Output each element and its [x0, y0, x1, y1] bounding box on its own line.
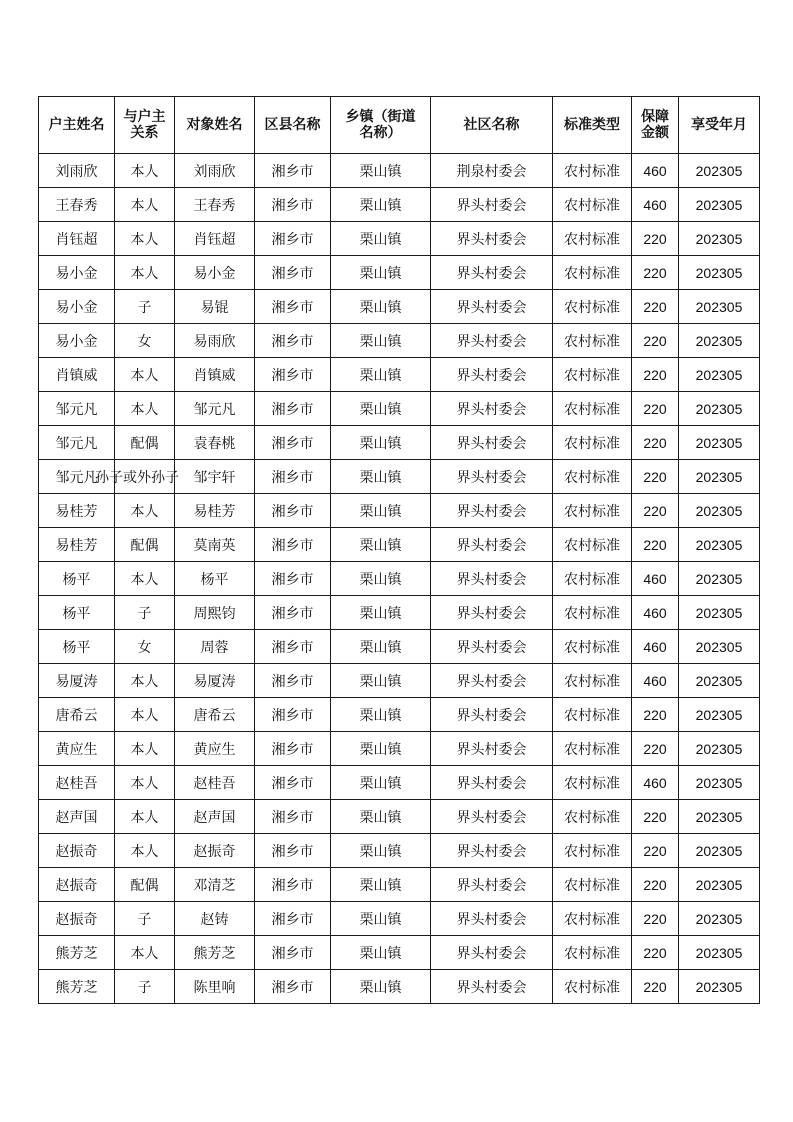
cell-amount: 460 — [632, 154, 679, 188]
cell-amount: 220 — [632, 494, 679, 528]
cell-township: 栗山镇 — [331, 664, 431, 698]
table-row — [39, 528, 760, 562]
cell-standard-type: 农村标准 — [553, 188, 632, 222]
cell-standard-type: 农村标准 — [553, 494, 632, 528]
cell-household-head: 赵振奇 — [39, 902, 115, 936]
cell-community: 界头村委会 — [431, 630, 553, 664]
cell-period: 202305 — [679, 902, 760, 936]
cell-period: 202305 — [679, 426, 760, 460]
cell-county: 湘乡市 — [255, 392, 331, 426]
cell-community: 界头村委会 — [431, 426, 553, 460]
cell-standard-type: 农村标准 — [553, 630, 632, 664]
table-row — [39, 392, 760, 426]
cell-standard-type: 农村标准 — [553, 392, 632, 426]
cell-township: 栗山镇 — [331, 392, 431, 426]
cell-recipient-name: 肖钰超 — [175, 222, 255, 256]
assistance-roster-table — [38, 96, 760, 1004]
cell-recipient-name: 王春秀 — [175, 188, 255, 222]
cell-township: 栗山镇 — [331, 222, 431, 256]
header-amount: 保障金额 — [632, 97, 679, 154]
cell-recipient-name: 唐希云 — [175, 698, 255, 732]
cell-relationship: 本人 — [115, 188, 175, 222]
cell-community: 界头村委会 — [431, 868, 553, 902]
cell-township: 栗山镇 — [331, 596, 431, 630]
cell-community: 界头村委会 — [431, 970, 553, 1004]
cell-amount: 460 — [632, 596, 679, 630]
cell-household-head: 熊芳芝 — [39, 936, 115, 970]
cell-recipient-name: 邓清芝 — [175, 868, 255, 902]
cell-township: 栗山镇 — [331, 426, 431, 460]
cell-amount: 220 — [632, 256, 679, 290]
cell-standard-type: 农村标准 — [553, 562, 632, 596]
cell-county: 湘乡市 — [255, 698, 331, 732]
cell-county: 湘乡市 — [255, 936, 331, 970]
cell-relationship: 子 — [115, 596, 175, 630]
cell-household-head: 易桂芳 — [39, 494, 115, 528]
cell-township: 栗山镇 — [331, 324, 431, 358]
cell-relationship: 本人 — [115, 256, 175, 290]
cell-amount: 220 — [632, 868, 679, 902]
cell-relationship: 本人 — [115, 154, 175, 188]
cell-standard-type: 农村标准 — [553, 766, 632, 800]
cell-township: 栗山镇 — [331, 358, 431, 392]
cell-community: 界头村委会 — [431, 256, 553, 290]
header-period: 享受年月 — [679, 97, 760, 154]
cell-period: 202305 — [679, 630, 760, 664]
cell-relationship: 配偶 — [115, 528, 175, 562]
cell-relationship: 本人 — [115, 222, 175, 256]
cell-recipient-name: 易厦涛 — [175, 664, 255, 698]
cell-standard-type: 农村标准 — [553, 902, 632, 936]
cell-relationship: 本人 — [115, 358, 175, 392]
cell-amount: 220 — [632, 834, 679, 868]
cell-recipient-name: 易雨欣 — [175, 324, 255, 358]
cell-period: 202305 — [679, 834, 760, 868]
table-row — [39, 868, 760, 902]
cell-household-head: 赵振奇 — [39, 834, 115, 868]
cell-standard-type: 农村标准 — [553, 868, 632, 902]
cell-township: 栗山镇 — [331, 800, 431, 834]
cell-household-head: 易厦涛 — [39, 664, 115, 698]
cell-relationship: 女 — [115, 630, 175, 664]
table-row — [39, 290, 760, 324]
cell-community: 荆泉村委会 — [431, 154, 553, 188]
header-relationship: 与户主关系 — [115, 97, 175, 154]
cell-amount: 220 — [632, 902, 679, 936]
cell-township: 栗山镇 — [331, 902, 431, 936]
cell-township: 栗山镇 — [331, 766, 431, 800]
table-body — [39, 154, 760, 1004]
table-row — [39, 732, 760, 766]
cell-standard-type: 农村标准 — [553, 732, 632, 766]
cell-household-head: 杨平 — [39, 562, 115, 596]
cell-standard-type: 农村标准 — [553, 154, 632, 188]
cell-relationship: 本人 — [115, 766, 175, 800]
cell-county: 湘乡市 — [255, 426, 331, 460]
cell-household-head: 黄应生 — [39, 732, 115, 766]
cell-township: 栗山镇 — [331, 698, 431, 732]
table-row — [39, 222, 760, 256]
cell-period: 202305 — [679, 766, 760, 800]
header-standard-type: 标准类型 — [553, 97, 632, 154]
cell-relationship: 本人 — [115, 834, 175, 868]
header-household-head: 户主姓名 — [39, 97, 115, 154]
cell-period: 202305 — [679, 154, 760, 188]
cell-standard-type: 农村标准 — [553, 324, 632, 358]
table-row — [39, 494, 760, 528]
cell-standard-type: 农村标准 — [553, 528, 632, 562]
cell-standard-type: 农村标准 — [553, 426, 632, 460]
cell-household-head: 杨平 — [39, 630, 115, 664]
cell-relationship: 本人 — [115, 800, 175, 834]
cell-period: 202305 — [679, 970, 760, 1004]
cell-recipient-name: 杨平 — [175, 562, 255, 596]
cell-standard-type: 农村标准 — [553, 596, 632, 630]
cell-household-head: 邹元凡 — [39, 392, 115, 426]
table-row — [39, 562, 760, 596]
table-row — [39, 902, 760, 936]
cell-amount: 460 — [632, 562, 679, 596]
cell-amount: 460 — [632, 188, 679, 222]
cell-period: 202305 — [679, 596, 760, 630]
cell-township: 栗山镇 — [331, 290, 431, 324]
cell-community: 界头村委会 — [431, 732, 553, 766]
cell-recipient-name: 邹宇轩 — [175, 460, 255, 494]
table-row — [39, 800, 760, 834]
cell-county: 湘乡市 — [255, 868, 331, 902]
cell-recipient-name: 赵声国 — [175, 800, 255, 834]
cell-township: 栗山镇 — [331, 188, 431, 222]
cell-household-head: 赵声国 — [39, 800, 115, 834]
assistance-table-sheet — [38, 96, 759, 1004]
cell-township: 栗山镇 — [331, 494, 431, 528]
cell-recipient-name: 肖镇威 — [175, 358, 255, 392]
cell-household-head: 杨平 — [39, 596, 115, 630]
cell-recipient-name: 周熙钧 — [175, 596, 255, 630]
cell-county: 湘乡市 — [255, 188, 331, 222]
cell-township: 栗山镇 — [331, 868, 431, 902]
cell-county: 湘乡市 — [255, 290, 331, 324]
cell-community: 界头村委会 — [431, 936, 553, 970]
cell-amount: 220 — [632, 222, 679, 256]
cell-period: 202305 — [679, 732, 760, 766]
table-row — [39, 766, 760, 800]
cell-community: 界头村委会 — [431, 460, 553, 494]
cell-county: 湘乡市 — [255, 256, 331, 290]
cell-recipient-name: 赵铸 — [175, 902, 255, 936]
cell-township: 栗山镇 — [331, 562, 431, 596]
cell-relationship: 本人 — [115, 664, 175, 698]
cell-community: 界头村委会 — [431, 324, 553, 358]
header-county: 区县名称 — [255, 97, 331, 154]
cell-relationship: 本人 — [115, 392, 175, 426]
cell-county: 湘乡市 — [255, 834, 331, 868]
cell-township: 栗山镇 — [331, 528, 431, 562]
cell-county: 湘乡市 — [255, 800, 331, 834]
header-township: 乡镇（街道名称） — [331, 97, 431, 154]
cell-amount: 220 — [632, 970, 679, 1004]
cell-household-head: 唐希云 — [39, 698, 115, 732]
cell-amount: 220 — [632, 936, 679, 970]
cell-household-head: 易小金 — [39, 256, 115, 290]
cell-household-head: 易桂芳 — [39, 528, 115, 562]
cell-amount: 220 — [632, 698, 679, 732]
cell-community: 界头村委会 — [431, 188, 553, 222]
cell-township: 栗山镇 — [331, 630, 431, 664]
cell-amount: 220 — [632, 426, 679, 460]
cell-household-head: 肖钰超 — [39, 222, 115, 256]
table-row — [39, 936, 760, 970]
cell-community: 界头村委会 — [431, 528, 553, 562]
table-row — [39, 698, 760, 732]
cell-county: 湘乡市 — [255, 664, 331, 698]
cell-community: 界头村委会 — [431, 800, 553, 834]
table-row — [39, 664, 760, 698]
cell-relationship: 子 — [115, 970, 175, 1004]
cell-county: 湘乡市 — [255, 902, 331, 936]
cell-period: 202305 — [679, 664, 760, 698]
cell-township: 栗山镇 — [331, 256, 431, 290]
cell-period: 202305 — [679, 800, 760, 834]
cell-community: 界头村委会 — [431, 766, 553, 800]
table-row — [39, 188, 760, 222]
cell-county: 湘乡市 — [255, 630, 331, 664]
cell-amount: 220 — [632, 324, 679, 358]
cell-county: 湘乡市 — [255, 732, 331, 766]
cell-relationship — [95, 460, 179, 494]
cell-period: 202305 — [679, 392, 760, 426]
cell-standard-type: 农村标准 — [553, 800, 632, 834]
cell-recipient-name: 熊芳芝 — [175, 936, 255, 970]
header-community: 社区名称 — [431, 97, 553, 154]
cell-county: 湘乡市 — [255, 460, 331, 494]
cell-relationship: 子 — [115, 902, 175, 936]
table-row — [39, 358, 760, 392]
cell-relationship: 配偶 — [115, 426, 175, 460]
cell-township: 栗山镇 — [331, 970, 431, 1004]
cell-county: 湘乡市 — [255, 562, 331, 596]
cell-county: 湘乡市 — [255, 358, 331, 392]
cell-relationship: 本人 — [115, 936, 175, 970]
cell-community: 界头村委会 — [431, 834, 553, 868]
cell-county: 湘乡市 — [255, 528, 331, 562]
cell-recipient-name: 赵桂吾 — [175, 766, 255, 800]
table-row — [39, 324, 760, 358]
header-recipient-name: 对象姓名 — [175, 97, 255, 154]
cell-community: 界头村委会 — [431, 902, 553, 936]
cell-amount: 220 — [632, 732, 679, 766]
cell-recipient-name: 黄应生 — [175, 732, 255, 766]
cell-recipient-name: 易桂芳 — [175, 494, 255, 528]
cell-period: 202305 — [679, 698, 760, 732]
cell-township: 栗山镇 — [331, 936, 431, 970]
cell-county: 湘乡市 — [255, 596, 331, 630]
cell-standard-type: 农村标准 — [553, 698, 632, 732]
cell-county: 湘乡市 — [255, 222, 331, 256]
cell-recipient-name: 易锟 — [175, 290, 255, 324]
cell-recipient-name: 陈里响 — [175, 970, 255, 1004]
cell-recipient-name: 刘雨欣 — [175, 154, 255, 188]
cell-period: 202305 — [679, 222, 760, 256]
cell-standard-type: 农村标准 — [553, 358, 632, 392]
cell-period: 202305 — [679, 188, 760, 222]
cell-household-head: 熊芳芝 — [39, 970, 115, 1004]
cell-relationship: 本人 — [115, 494, 175, 528]
cell-township: 栗山镇 — [331, 834, 431, 868]
cell-household-head: 易小金 — [39, 324, 115, 358]
header-row — [39, 97, 760, 154]
cell-amount: 460 — [632, 766, 679, 800]
cell-period: 202305 — [679, 528, 760, 562]
cell-household-head: 刘雨欣 — [39, 154, 115, 188]
cell-relationship-text: 孙子或外孙子 — [95, 469, 179, 486]
cell-period: 202305 — [679, 936, 760, 970]
cell-period: 202305 — [679, 494, 760, 528]
cell-household-head: 易小金 — [39, 290, 115, 324]
cell-amount: 220 — [632, 358, 679, 392]
cell-relationship: 配偶 — [115, 868, 175, 902]
cell-period: 202305 — [679, 868, 760, 902]
cell-community: 界头村委会 — [431, 596, 553, 630]
cell-community: 界头村委会 — [431, 664, 553, 698]
cell-relationship: 本人 — [115, 562, 175, 596]
cell-township: 栗山镇 — [331, 732, 431, 766]
cell-relationship: 女 — [115, 324, 175, 358]
cell-amount: 220 — [632, 290, 679, 324]
table-row — [39, 154, 760, 188]
cell-county: 湘乡市 — [255, 154, 331, 188]
cell-household-head: 邹元凡 — [39, 426, 115, 460]
cell-amount: 220 — [632, 800, 679, 834]
cell-recipient-name: 莫南英 — [175, 528, 255, 562]
cell-household-head: 赵桂吾 — [39, 766, 115, 800]
cell-relationship: 子 — [115, 290, 175, 324]
cell-county: 湘乡市 — [255, 970, 331, 1004]
cell-recipient-name: 袁春桃 — [175, 426, 255, 460]
cell-community: 界头村委会 — [431, 392, 553, 426]
cell-standard-type: 农村标准 — [553, 834, 632, 868]
cell-household-head: 赵振奇 — [39, 868, 115, 902]
cell-amount: 460 — [632, 630, 679, 664]
cell-period: 202305 — [679, 290, 760, 324]
cell-period: 202305 — [679, 256, 760, 290]
cell-amount: 220 — [632, 460, 679, 494]
cell-recipient-name: 周蓉 — [175, 630, 255, 664]
cell-community: 界头村委会 — [431, 494, 553, 528]
cell-township: 栗山镇 — [331, 154, 431, 188]
cell-relationship: 本人 — [115, 698, 175, 732]
cell-county: 湘乡市 — [255, 494, 331, 528]
cell-amount: 220 — [632, 392, 679, 426]
table-row — [39, 630, 760, 664]
table-row — [39, 426, 760, 460]
cell-standard-type: 农村标准 — [553, 222, 632, 256]
cell-community: 界头村委会 — [431, 358, 553, 392]
cell-county: 湘乡市 — [255, 766, 331, 800]
cell-standard-type: 农村标准 — [553, 460, 632, 494]
cell-period: 202305 — [679, 324, 760, 358]
cell-household-head: 肖镇威 — [39, 358, 115, 392]
table-row — [39, 256, 760, 290]
table-row — [39, 460, 760, 494]
cell-county: 湘乡市 — [255, 324, 331, 358]
cell-period: 202305 — [679, 460, 760, 494]
cell-community: 界头村委会 — [431, 698, 553, 732]
cell-township: 栗山镇 — [331, 460, 431, 494]
cell-period: 202305 — [679, 358, 760, 392]
cell-period: 202305 — [679, 562, 760, 596]
cell-recipient-name: 邹元凡 — [175, 392, 255, 426]
cell-amount: 220 — [632, 528, 679, 562]
table-row — [39, 970, 760, 1004]
cell-standard-type: 农村标准 — [553, 936, 632, 970]
cell-standard-type: 农村标准 — [553, 664, 632, 698]
cell-recipient-name: 赵振奇 — [175, 834, 255, 868]
cell-household-head: 邹元凡 — [39, 460, 115, 494]
cell-standard-type: 农村标准 — [553, 290, 632, 324]
cell-recipient-name: 易小金 — [175, 256, 255, 290]
table-row — [39, 596, 760, 630]
cell-household-head: 王春秀 — [39, 188, 115, 222]
cell-relationship: 本人 — [115, 732, 175, 766]
cell-standard-type: 农村标准 — [553, 970, 632, 1004]
table-row — [39, 834, 760, 868]
cell-community: 界头村委会 — [431, 222, 553, 256]
cell-standard-type: 农村标准 — [553, 256, 632, 290]
cell-community: 界头村委会 — [431, 562, 553, 596]
cell-amount: 460 — [632, 664, 679, 698]
cell-community: 界头村委会 — [431, 290, 553, 324]
